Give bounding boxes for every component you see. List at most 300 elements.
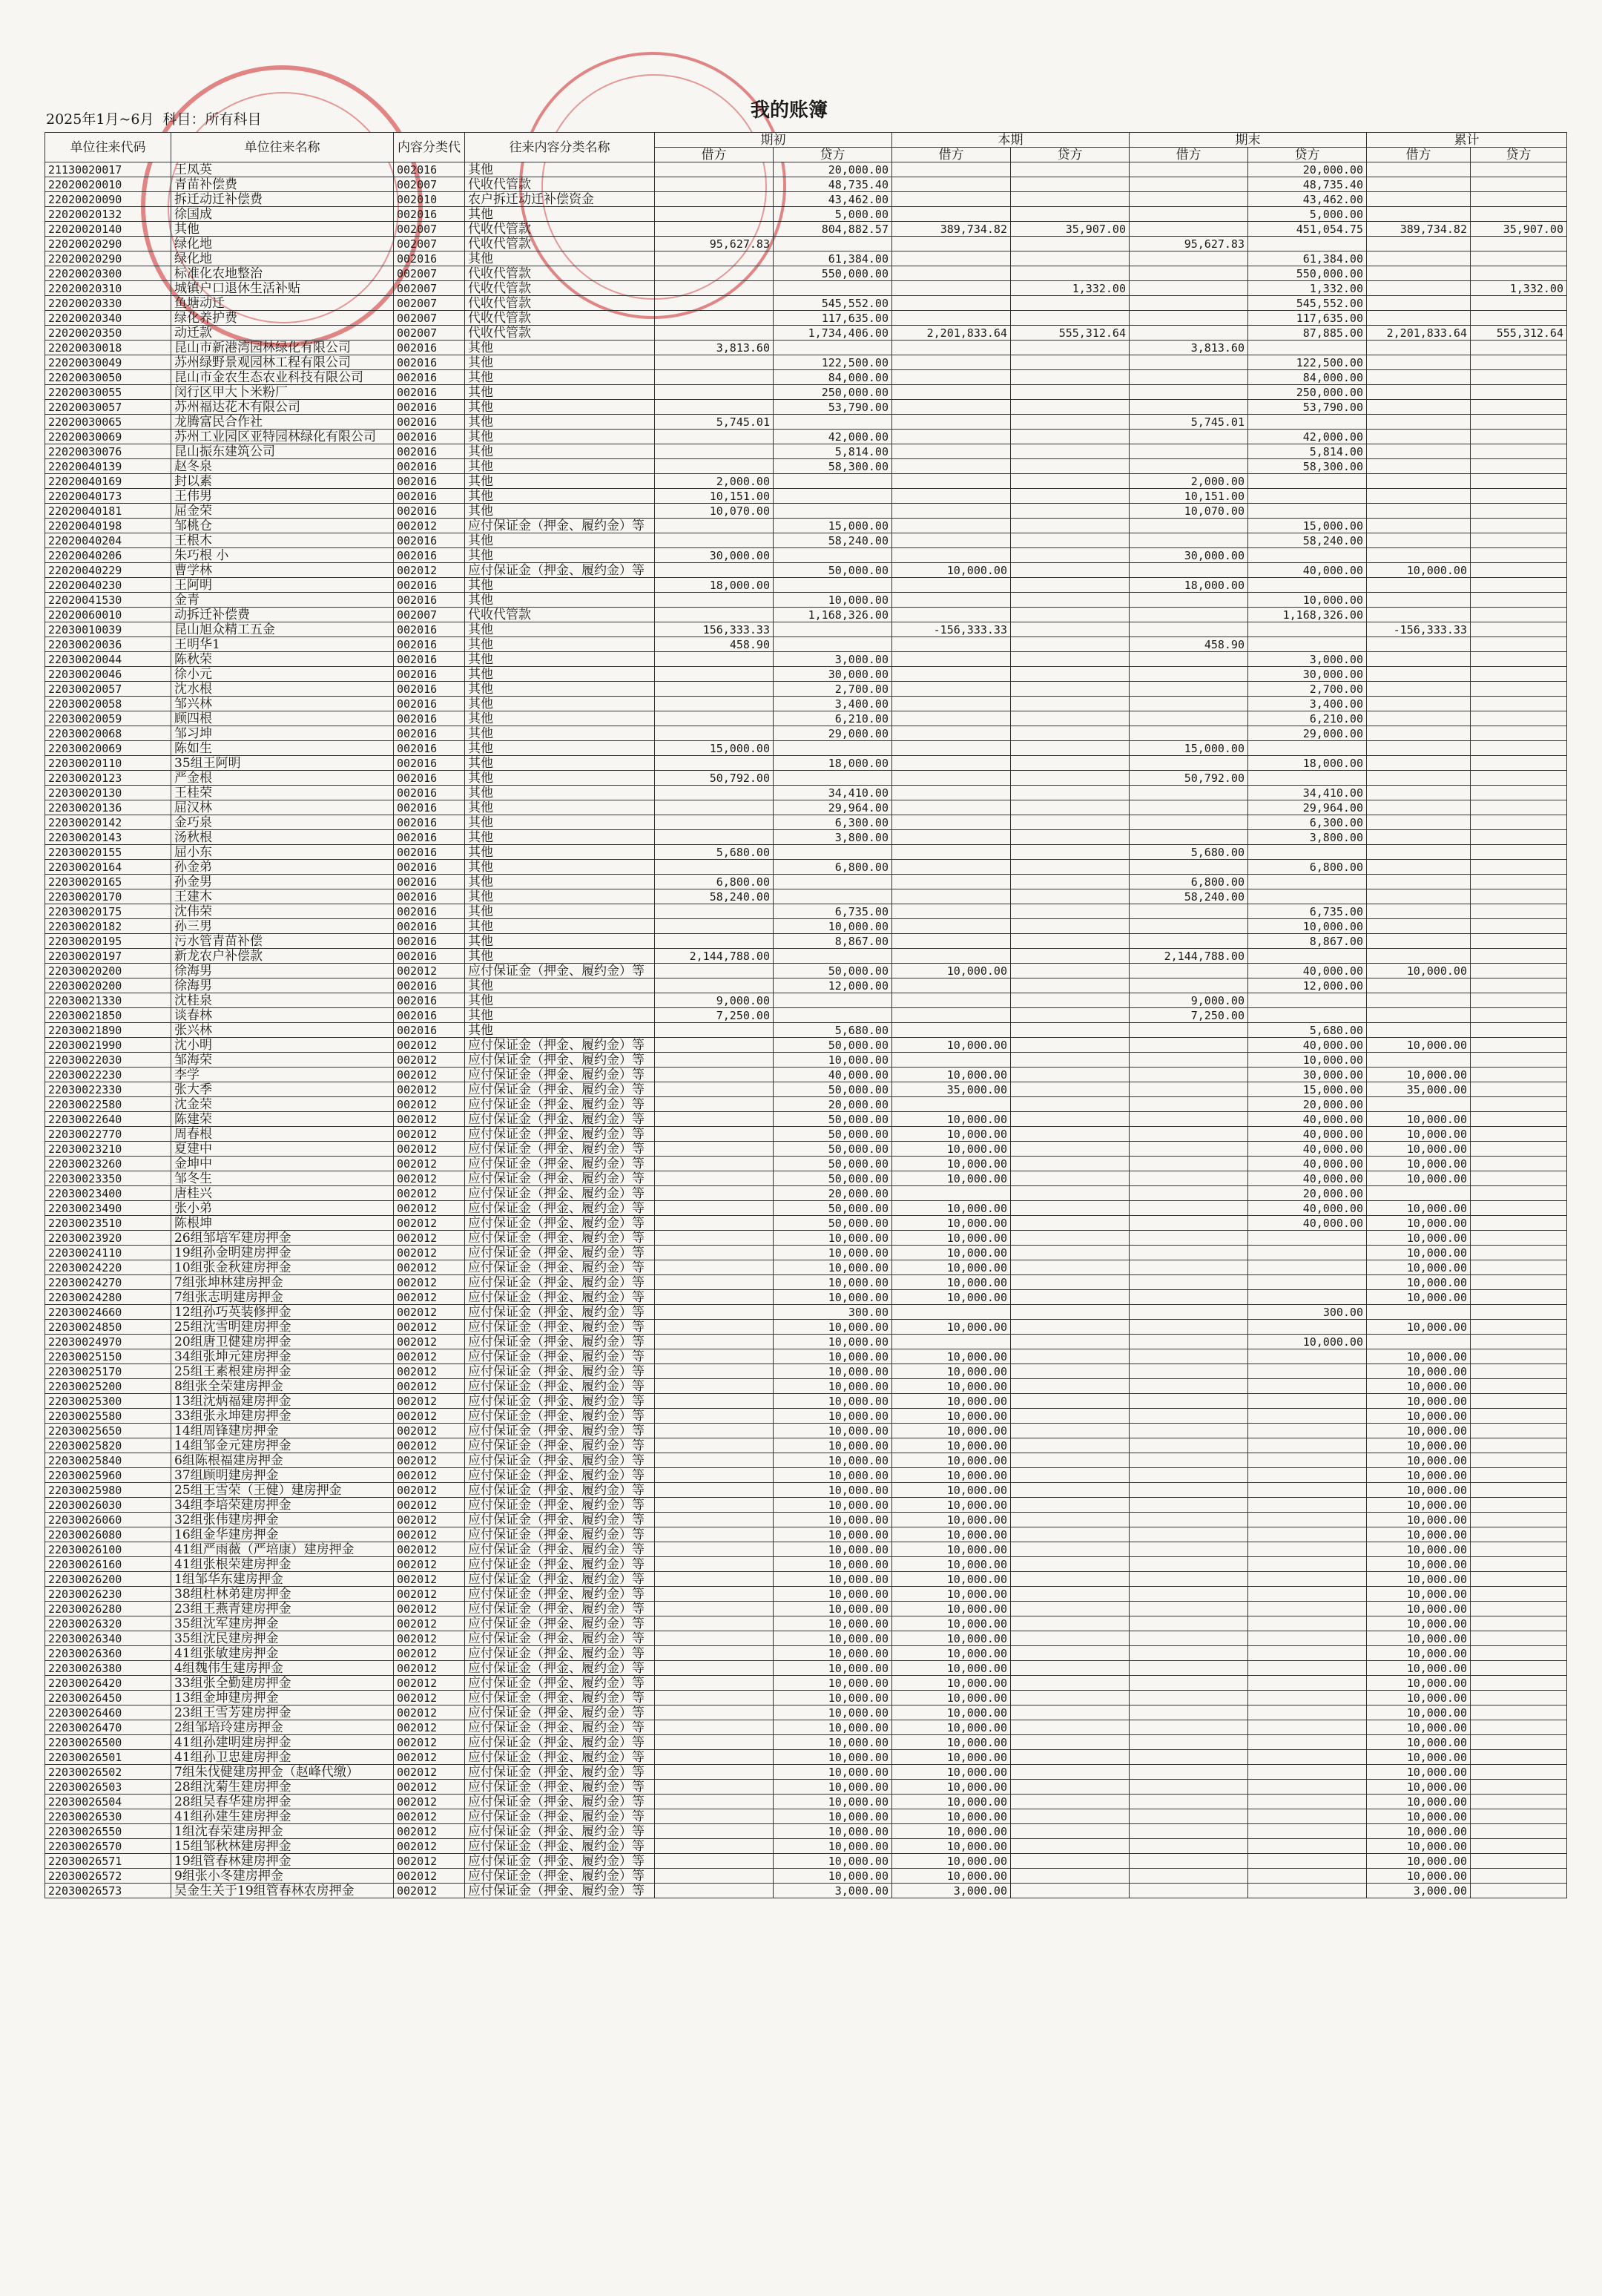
cell-current-credit	[1011, 1513, 1130, 1527]
cell-current-debit: 10,000.00	[892, 1483, 1011, 1498]
cell-closing-debit	[1130, 1082, 1248, 1097]
cell-type-name: 代收代管款	[465, 296, 655, 311]
cell-opening-credit: 10,000.00	[774, 1661, 892, 1676]
cell-current-debit	[892, 341, 1011, 355]
cell-type-code: 002012	[394, 1646, 465, 1661]
table-row	[45, 1809, 1567, 1824]
cell-current-credit	[1011, 608, 1130, 622]
cell-cumulative-debit: 10,000.00	[1367, 1691, 1471, 1705]
cell-current-debit: 10,000.00	[892, 1616, 1011, 1631]
cell-cumulative-debit: 10,000.00	[1367, 1349, 1471, 1364]
cell-type-code: 002012	[394, 1216, 465, 1231]
cell-closing-debit: 2,144,788.00	[1130, 949, 1248, 964]
cell-opening-debit	[655, 533, 774, 548]
cell-type-name: 应付保证金（押金、履约金）等	[465, 1438, 655, 1453]
cell-closing-credit	[1248, 1468, 1367, 1483]
table-row	[45, 1587, 1567, 1602]
table-row	[45, 370, 1567, 385]
cell-current-credit	[1011, 430, 1130, 444]
table-row	[45, 1483, 1567, 1498]
cell-cumulative-debit: 10,000.00	[1367, 1661, 1471, 1676]
col-group-current: 本期	[892, 133, 1130, 148]
cell-closing-credit	[1248, 1438, 1367, 1453]
cell-opening-debit	[655, 1171, 774, 1186]
table-row	[45, 266, 1567, 281]
cell-current-credit	[1011, 1631, 1130, 1646]
cell-type-name: 应付保证金（押金、履约金）等	[465, 1394, 655, 1409]
cell-opening-debit	[655, 1587, 774, 1602]
cell-closing-debit	[1130, 964, 1248, 978]
cell-type-name: 其他	[465, 830, 655, 845]
cell-name: 邹冬生	[171, 1171, 394, 1186]
cell-name: 25组沈雪明建房押金	[171, 1320, 394, 1335]
cell-code: 22020030049	[45, 355, 171, 370]
cell-cumulative-debit	[1367, 993, 1471, 1008]
cell-type-name: 其他	[465, 385, 655, 400]
cell-closing-debit: 15,000.00	[1130, 741, 1248, 756]
cell-name: 苏州福达花木有限公司	[171, 400, 394, 415]
cell-code: 22030025840	[45, 1453, 171, 1468]
cell-current-credit: 555,312.64	[1011, 326, 1130, 341]
cell-current-debit	[892, 904, 1011, 919]
table-row	[45, 415, 1567, 430]
table-row	[45, 1468, 1567, 1483]
cell-type-name: 其他	[465, 1008, 655, 1023]
cell-type-name: 其他	[465, 919, 655, 934]
cell-cumulative-credit	[1471, 949, 1567, 964]
cell-code: 22030022330	[45, 1082, 171, 1097]
cell-current-debit: 10,000.00	[892, 1068, 1011, 1082]
cell-current-debit	[892, 162, 1011, 177]
cell-type-name: 其他	[465, 682, 655, 697]
cell-closing-debit	[1130, 519, 1248, 533]
cell-current-debit: 10,000.00	[892, 1038, 1011, 1053]
cell-cumulative-credit	[1471, 697, 1567, 711]
cell-opening-credit: 10,000.00	[774, 1780, 892, 1795]
cell-closing-debit	[1130, 326, 1248, 341]
table-row	[45, 1869, 1567, 1884]
cell-cumulative-debit	[1367, 281, 1471, 296]
cell-type-code: 002012	[394, 1869, 465, 1884]
cell-current-credit	[1011, 1438, 1130, 1453]
cell-current-credit	[1011, 711, 1130, 726]
cell-current-credit	[1011, 1305, 1130, 1320]
cell-name: 28组吴春华建房押金	[171, 1795, 394, 1809]
cell-cumulative-credit	[1471, 266, 1567, 281]
cell-type-code: 002012	[394, 1290, 465, 1305]
cell-closing-debit	[1130, 1231, 1248, 1246]
table-row	[45, 1720, 1567, 1735]
cell-cumulative-credit	[1471, 1320, 1567, 1335]
cell-closing-debit	[1130, 1142, 1248, 1157]
cell-closing-debit	[1130, 830, 1248, 845]
cell-code: 22020030050	[45, 370, 171, 385]
cell-opening-credit	[774, 415, 892, 430]
cell-closing-credit: 20,000.00	[1248, 1186, 1367, 1201]
cell-cumulative-debit: 10,000.00	[1367, 1483, 1471, 1498]
cell-current-debit	[892, 697, 1011, 711]
cell-opening-credit	[774, 578, 892, 593]
cell-type-name: 应付保证金（押金、履约金）等	[465, 1038, 655, 1053]
cell-closing-debit	[1130, 1809, 1248, 1824]
cell-current-credit	[1011, 548, 1130, 563]
cell-type-code: 002012	[394, 1127, 465, 1142]
cell-closing-debit	[1130, 978, 1248, 993]
cell-cumulative-credit	[1471, 1453, 1567, 1468]
cell-type-name: 应付保证金（押金、履约金）等	[465, 1839, 655, 1854]
cell-code: 22030026573	[45, 1884, 171, 1898]
cell-opening-debit	[655, 1542, 774, 1557]
cell-closing-debit	[1130, 1795, 1248, 1809]
cell-code: 22030021330	[45, 993, 171, 1008]
cell-cumulative-credit	[1471, 1765, 1567, 1780]
cell-cumulative-credit	[1471, 533, 1567, 548]
cell-opening-credit: 10,000.00	[774, 1424, 892, 1438]
cell-closing-credit	[1248, 889, 1367, 904]
cell-closing-debit: 30,000.00	[1130, 548, 1248, 563]
cell-name: 35组王阿明	[171, 756, 394, 771]
cell-current-credit	[1011, 1602, 1130, 1616]
cell-code: 22030026570	[45, 1839, 171, 1854]
cell-closing-debit	[1130, 1335, 1248, 1349]
cell-type-name: 其他	[465, 489, 655, 504]
cell-type-name: 其他	[465, 622, 655, 637]
cell-cumulative-credit	[1471, 162, 1567, 177]
cell-current-debit: 10,000.00	[892, 1631, 1011, 1646]
cell-cumulative-credit	[1471, 1379, 1567, 1394]
cell-type-name: 其他	[465, 341, 655, 355]
cell-current-credit	[1011, 1869, 1130, 1884]
cell-current-debit	[892, 415, 1011, 430]
cell-closing-credit	[1248, 949, 1367, 964]
cell-type-code: 002016	[394, 251, 465, 266]
cell-current-credit	[1011, 1038, 1130, 1053]
cell-type-code: 002012	[394, 1557, 465, 1572]
table-row	[45, 519, 1567, 533]
cell-code: 22030021990	[45, 1038, 171, 1053]
cell-type-name: 代收代管款	[465, 326, 655, 341]
cell-current-credit	[1011, 1260, 1130, 1275]
cell-closing-debit	[1130, 1038, 1248, 1053]
cell-type-name: 其他	[465, 667, 655, 682]
cell-type-name: 应付保证金（押金、履约金）等	[465, 1646, 655, 1661]
table-row	[45, 355, 1567, 370]
cell-opening-debit	[655, 697, 774, 711]
cell-cumulative-debit: 10,000.00	[1367, 1780, 1471, 1795]
cell-name: 王建木	[171, 889, 394, 904]
cell-type-name: 应付保证金（押金、履约金）等	[465, 1364, 655, 1379]
cell-current-credit	[1011, 756, 1130, 771]
cell-type-name: 应付保证金（押金、履约金）等	[465, 1884, 655, 1898]
cell-name: 周春根	[171, 1127, 394, 1142]
cell-opening-debit	[655, 207, 774, 222]
cell-cumulative-debit: 10,000.00	[1367, 1201, 1471, 1216]
cell-opening-credit: 10,000.00	[774, 1824, 892, 1839]
cell-closing-credit	[1248, 1453, 1367, 1468]
cell-opening-debit: 50,792.00	[655, 771, 774, 786]
cell-opening-debit: 58,240.00	[655, 889, 774, 904]
cell-opening-debit	[655, 1468, 774, 1483]
col-credit: 贷方	[774, 148, 892, 162]
cell-closing-credit	[1248, 1008, 1367, 1023]
cell-opening-credit: 50,000.00	[774, 1082, 892, 1097]
table-row	[45, 563, 1567, 578]
table-row	[45, 1171, 1567, 1186]
cell-code: 22020040139	[45, 459, 171, 474]
cell-name: 13组沈炳福建房押金	[171, 1394, 394, 1409]
cell-name: 绿化养护费	[171, 311, 394, 326]
cell-closing-credit	[1248, 548, 1367, 563]
cell-name: 朱巧根 小	[171, 548, 394, 563]
cell-code: 22030024270	[45, 1275, 171, 1290]
cell-opening-credit: 5,814.00	[774, 444, 892, 459]
cell-opening-credit: 10,000.00	[774, 1246, 892, 1260]
cell-type-code: 002016	[394, 771, 465, 786]
cell-opening-credit: 50,000.00	[774, 1171, 892, 1186]
cell-name: 14组周锋建房押金	[171, 1424, 394, 1438]
cell-current-credit	[1011, 1157, 1130, 1171]
cell-cumulative-debit: 10,000.00	[1367, 1394, 1471, 1409]
cell-cumulative-debit	[1367, 444, 1471, 459]
cell-opening-credit: 5,000.00	[774, 207, 892, 222]
table-row	[45, 1750, 1567, 1765]
cell-cumulative-credit	[1471, 1231, 1567, 1246]
cell-closing-credit: 545,552.00	[1248, 296, 1367, 311]
cell-cumulative-debit	[1367, 1023, 1471, 1038]
cell-cumulative-credit	[1471, 889, 1567, 904]
table-row	[45, 608, 1567, 622]
cell-opening-credit: 10,000.00	[774, 1379, 892, 1394]
cell-type-name: 应付保证金（押金、履约金）等	[465, 1246, 655, 1260]
cell-type-name: 其他	[465, 904, 655, 919]
cell-cumulative-debit	[1367, 860, 1471, 875]
cell-closing-credit	[1248, 1869, 1367, 1884]
cell-type-name: 应付保证金（押金、履约金）等	[465, 1424, 655, 1438]
cell-opening-credit: 10,000.00	[774, 593, 892, 608]
cell-cumulative-debit: 10,000.00	[1367, 1498, 1471, 1513]
cell-closing-debit	[1130, 904, 1248, 919]
cell-closing-debit	[1130, 1661, 1248, 1676]
cell-name: 金坤中	[171, 1157, 394, 1171]
table-row	[45, 1780, 1567, 1795]
cell-opening-credit: 84,000.00	[774, 370, 892, 385]
cell-code: 22030022580	[45, 1097, 171, 1112]
cell-current-debit: 10,000.00	[892, 1201, 1011, 1216]
cell-opening-credit: 10,000.00	[774, 1720, 892, 1735]
cell-type-name: 应付保证金（押金、履约金）等	[465, 1869, 655, 1884]
cell-code: 22030020165	[45, 875, 171, 889]
cell-cumulative-credit	[1471, 1142, 1567, 1157]
cell-opening-debit	[655, 1646, 774, 1661]
cell-name: 金巧泉	[171, 815, 394, 830]
cell-opening-debit	[655, 1854, 774, 1869]
cell-name: 1组邹华东建房押金	[171, 1572, 394, 1587]
cell-code: 22030023260	[45, 1157, 171, 1171]
cell-closing-credit	[1248, 1275, 1367, 1290]
cell-opening-debit	[655, 444, 774, 459]
table-row	[45, 1572, 1567, 1587]
cell-current-credit	[1011, 1705, 1130, 1720]
cell-name: 7组张志明建房押金	[171, 1290, 394, 1305]
cell-current-debit: 10,000.00	[892, 563, 1011, 578]
cell-cumulative-credit	[1471, 1216, 1567, 1231]
cell-closing-credit: 20,000.00	[1248, 1097, 1367, 1112]
cell-code: 22030025980	[45, 1483, 171, 1498]
cell-closing-debit	[1130, 207, 1248, 222]
cell-type-name: 应付保证金（押金、履约金）等	[465, 1349, 655, 1364]
cell-name: 19组孙金明建房押金	[171, 1246, 394, 1260]
cell-type-name: 其他	[465, 474, 655, 489]
cell-opening-credit: 545,552.00	[774, 296, 892, 311]
cell-type-code: 002016	[394, 415, 465, 430]
cell-type-name: 其他	[465, 875, 655, 889]
cell-current-debit	[892, 504, 1011, 519]
cell-current-debit: 10,000.00	[892, 1364, 1011, 1379]
cell-type-name: 应付保证金（押金、履约金）等	[465, 1097, 655, 1112]
cell-closing-credit: 5,680.00	[1248, 1023, 1367, 1038]
cell-opening-debit	[655, 1631, 774, 1646]
ledger-table	[44, 132, 1567, 1898]
table-row	[45, 889, 1567, 904]
cell-cumulative-debit	[1367, 430, 1471, 444]
cell-current-credit	[1011, 415, 1130, 430]
cell-current-debit: 2,201,833.64	[892, 326, 1011, 341]
cell-code: 22020030055	[45, 385, 171, 400]
cell-opening-credit: 18,000.00	[774, 756, 892, 771]
table-row	[45, 1661, 1567, 1676]
cell-closing-debit	[1130, 192, 1248, 207]
cell-opening-credit: 29,964.00	[774, 800, 892, 815]
cell-code: 22030025960	[45, 1468, 171, 1483]
cell-code: 22030026503	[45, 1780, 171, 1795]
cell-name: 1组沈春荣建房押金	[171, 1824, 394, 1839]
table-row	[45, 1364, 1567, 1379]
cell-type-code: 002012	[394, 1839, 465, 1854]
cell-current-credit	[1011, 1453, 1130, 1468]
cell-closing-credit	[1248, 489, 1367, 504]
cell-code: 22030020130	[45, 786, 171, 800]
cell-closing-debit	[1130, 1542, 1248, 1557]
cell-type-name: 其他	[465, 786, 655, 800]
cell-name: 沈金荣	[171, 1097, 394, 1112]
cell-name: 13组金坤建房押金	[171, 1691, 394, 1705]
cell-cumulative-credit	[1471, 1498, 1567, 1513]
cell-cumulative-credit	[1471, 311, 1567, 326]
cell-cumulative-debit	[1367, 311, 1471, 326]
cell-type-name: 代收代管款	[465, 281, 655, 296]
cell-opening-credit: 50,000.00	[774, 1112, 892, 1127]
cell-cumulative-debit	[1367, 341, 1471, 355]
cell-closing-debit	[1130, 1364, 1248, 1379]
table-row	[45, 593, 1567, 608]
cell-cumulative-debit: 10,000.00	[1367, 1795, 1471, 1809]
cell-opening-debit	[655, 519, 774, 533]
cell-opening-credit: 10,000.00	[774, 1498, 892, 1513]
cell-closing-debit	[1130, 281, 1248, 296]
cell-current-credit	[1011, 1112, 1130, 1127]
table-row	[45, 682, 1567, 697]
cell-current-credit	[1011, 341, 1130, 355]
cell-code: 22030020170	[45, 889, 171, 904]
cell-opening-debit	[655, 1572, 774, 1587]
cell-opening-debit: 7,250.00	[655, 1008, 774, 1023]
cell-cumulative-debit: 10,000.00	[1367, 1453, 1471, 1468]
cell-code: 22030026230	[45, 1587, 171, 1602]
cell-type-code: 002012	[394, 1809, 465, 1824]
cell-opening-debit	[655, 1364, 774, 1379]
cell-opening-credit: 50,000.00	[774, 1127, 892, 1142]
cell-cumulative-credit	[1471, 904, 1567, 919]
cell-type-name: 应付保证金（押金、履约金）等	[465, 1735, 655, 1750]
cell-type-name: 应付保证金（押金、履约金）等	[465, 1142, 655, 1157]
cell-current-debit: 10,000.00	[892, 1513, 1011, 1527]
cell-type-name: 其他	[465, 726, 655, 741]
cell-opening-credit	[774, 548, 892, 563]
cell-current-debit: 10,000.00	[892, 1246, 1011, 1260]
table-row	[45, 993, 1567, 1008]
cell-closing-debit	[1130, 1676, 1248, 1691]
table-row	[45, 726, 1567, 741]
cell-opening-credit: 6,210.00	[774, 711, 892, 726]
cell-opening-debit	[655, 281, 774, 296]
cell-cumulative-credit	[1471, 192, 1567, 207]
cell-closing-debit	[1130, 563, 1248, 578]
cell-closing-credit	[1248, 1587, 1367, 1602]
cell-type-code: 002016	[394, 667, 465, 682]
cell-cumulative-credit	[1471, 1424, 1567, 1438]
cell-opening-debit	[655, 192, 774, 207]
cell-closing-credit	[1248, 993, 1367, 1008]
cell-cumulative-debit	[1367, 400, 1471, 415]
table-row	[45, 474, 1567, 489]
cell-cumulative-debit: 10,000.00	[1367, 1735, 1471, 1750]
cell-closing-credit	[1248, 771, 1367, 786]
cell-cumulative-debit: 10,000.00	[1367, 1542, 1471, 1557]
cell-name: 陈如生	[171, 741, 394, 756]
cell-current-credit	[1011, 682, 1130, 697]
cell-type-code: 002012	[394, 1364, 465, 1379]
cell-type-code: 002016	[394, 444, 465, 459]
table-row	[45, 162, 1567, 177]
cell-type-name: 应付保证金（押金、履约金）等	[465, 1082, 655, 1097]
cell-closing-debit	[1130, 652, 1248, 667]
cell-closing-credit	[1248, 1884, 1367, 1898]
cell-current-credit	[1011, 504, 1130, 519]
col-name: 单位往来名称	[171, 133, 394, 162]
cell-code: 22030020059	[45, 711, 171, 726]
cell-cumulative-credit	[1471, 771, 1567, 786]
cell-type-name: 其他	[465, 771, 655, 786]
cell-closing-credit	[1248, 504, 1367, 519]
cell-opening-debit	[655, 1676, 774, 1691]
cell-type-code: 002016	[394, 1008, 465, 1023]
cell-code: 22020040230	[45, 578, 171, 593]
cell-type-code: 002012	[394, 1305, 465, 1320]
cell-current-debit	[892, 519, 1011, 533]
cell-current-credit	[1011, 1409, 1130, 1424]
cell-current-credit: 35,907.00	[1011, 222, 1130, 237]
cell-closing-debit	[1130, 919, 1248, 934]
cell-closing-credit: 40,000.00	[1248, 1038, 1367, 1053]
cell-type-name: 应付保证金（押金、履约金）等	[465, 1453, 655, 1468]
cell-cumulative-credit	[1471, 934, 1567, 949]
cell-name: 城镇户口退休生活补贴	[171, 281, 394, 296]
cell-closing-debit	[1130, 1246, 1248, 1260]
cell-type-name: 代收代管款	[465, 177, 655, 192]
cell-name: 26组邹培军建房押金	[171, 1231, 394, 1246]
cell-type-name: 应付保证金（押金、履约金）等	[465, 1705, 655, 1720]
cell-closing-debit	[1130, 1453, 1248, 1468]
